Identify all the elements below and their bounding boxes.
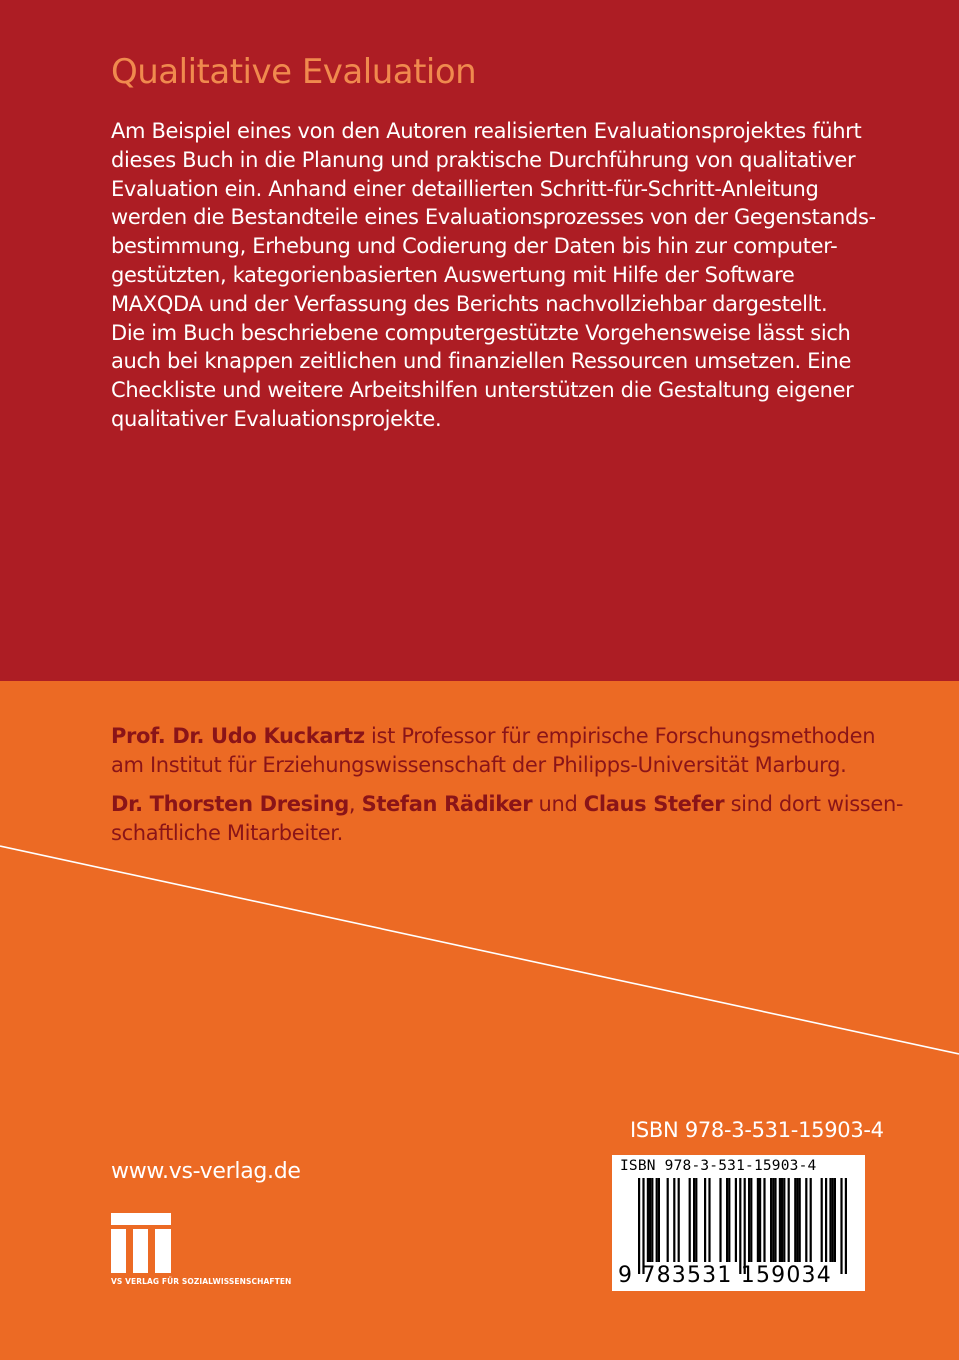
barcode-bar <box>825 1178 827 1262</box>
author-paragraph-1 <box>111 722 891 779</box>
barcode-bar <box>667 1178 669 1262</box>
barcode-bar <box>658 1178 660 1262</box>
description-line: Am Beispiel eines von den Autoren realisierten Evaluationsprojektes führt <box>111 119 862 143</box>
barcode-bar <box>770 1178 772 1262</box>
barcode-bar <box>757 1178 759 1262</box>
barcode-bar <box>763 1178 765 1262</box>
barcode-bar <box>739 1178 741 1274</box>
barcode-bar <box>689 1178 691 1262</box>
barcode-bar <box>673 1178 675 1262</box>
barcode-bar <box>840 1178 842 1274</box>
description-line: Checkliste und weitere Arbeitshilfen unterstützen die Gestaltung eigener <box>111 378 854 403</box>
barcode-bar <box>647 1178 649 1262</box>
description-line: qualitativer Evaluationsprojekte. <box>111 406 442 431</box>
barcode-bar <box>781 1178 783 1262</box>
barcode-bar <box>735 1178 737 1262</box>
barcode-bar <box>728 1178 730 1262</box>
barcode-bar <box>744 1178 746 1274</box>
barcode-bar <box>779 1178 781 1262</box>
barcode-bar <box>805 1178 807 1262</box>
author-name: Claus Stefer <box>583 792 725 816</box>
barcode-bar <box>748 1178 750 1262</box>
author-line: schaftliche Mitarbeiter. <box>111 820 343 845</box>
author-info <box>111 722 904 858</box>
barcode-bar <box>832 1178 834 1262</box>
description-line: dieses Buch in die Planung und praktische Durchführung von qualitativer <box>111 147 856 172</box>
barcode-bar <box>750 1178 752 1262</box>
barcode-bar <box>638 1178 640 1274</box>
isbn-text: ISBN 978-3-531-15903-4 <box>630 1118 884 1142</box>
website-link[interactable]: www.vs-verlag.de <box>111 1159 301 1184</box>
barcode-bar <box>834 1178 836 1262</box>
barcode-bar <box>642 1178 644 1274</box>
book-description <box>111 117 876 434</box>
barcode-bar <box>651 1178 653 1262</box>
barcode <box>612 1155 865 1291</box>
author-line: am Institut für Erziehungswissenschaft der Philipps-Universität Marburg. <box>111 752 847 777</box>
barcode-bar <box>799 1178 801 1262</box>
author-name: Prof. Dr. Udo Kuckartz <box>111 724 365 748</box>
barcode-bar <box>649 1178 651 1262</box>
barcode-bar <box>783 1178 785 1262</box>
barcode-bar <box>829 1178 831 1262</box>
description-line: auch bei knappen zeitlichen und finanziellen Ressourcen umsetzen. Eine <box>111 349 852 374</box>
description-line: gestützten, kategorienbasierten Auswertung mit Hilfe der Software <box>111 262 795 287</box>
barcode-bar <box>678 1178 680 1262</box>
barcode-bar <box>796 1178 798 1262</box>
barcode-bar <box>794 1178 796 1262</box>
barcode-digits: 9 783531 159034 <box>618 1263 832 1288</box>
barcode-bar <box>726 1178 728 1262</box>
barcode-bar <box>788 1178 790 1262</box>
barcode-bar <box>821 1178 823 1262</box>
description-line: MAXQDA und der Verfassung des Berichts nachvollziehbar dargestellt. <box>111 291 828 316</box>
barcode-bar <box>693 1178 695 1262</box>
author-name: Stefan Rädiker <box>361 792 533 816</box>
barcode-bar <box>772 1178 774 1262</box>
barcode-isbn-label: ISBN 978-3-531-15903-4 <box>620 1158 817 1174</box>
author-name: Dr. Thorsten Dresing <box>111 792 349 816</box>
barcode-bar <box>759 1178 761 1262</box>
barcode-bar <box>719 1178 721 1262</box>
description-line: Evaluation ein. Anhand einer detaillierten Schritt-für-Schritt-Anleitung <box>111 176 819 201</box>
author-line: Prof. Dr. Udo Kuckartz ist Professor für empirische Forschungsmethoden <box>111 724 876 748</box>
description-line: bestimmung, Erhebung und Codierung der Daten bis hin zur computer- <box>111 234 838 259</box>
barcode-bar <box>656 1178 658 1262</box>
barcode-bar <box>695 1178 697 1262</box>
author-line: Dr. Thorsten Dresing, Stefan Rädiker und Claus Stefer sind dort wissen- <box>111 792 904 816</box>
barcode-bar <box>708 1178 710 1262</box>
barcode-bar <box>704 1178 706 1262</box>
description-line: Die im Buch beschriebene computergestützte Vorgehensweise lässt sich <box>111 320 851 345</box>
author-paragraph-2 <box>111 790 904 847</box>
barcode-bar <box>810 1178 812 1262</box>
book-title: Qualitative Evaluation <box>111 52 477 92</box>
publisher-name: VS VERLAG FÜR SOZIALWISSENSCHAFTEN <box>111 1277 292 1286</box>
publisher-logo-icon <box>111 1213 171 1273</box>
barcode-bar <box>774 1178 776 1262</box>
barcode-bar <box>845 1178 847 1274</box>
description-line: werden die Bestandteile eines Evaluationsprozesses von der Gegenstands- <box>111 205 876 230</box>
